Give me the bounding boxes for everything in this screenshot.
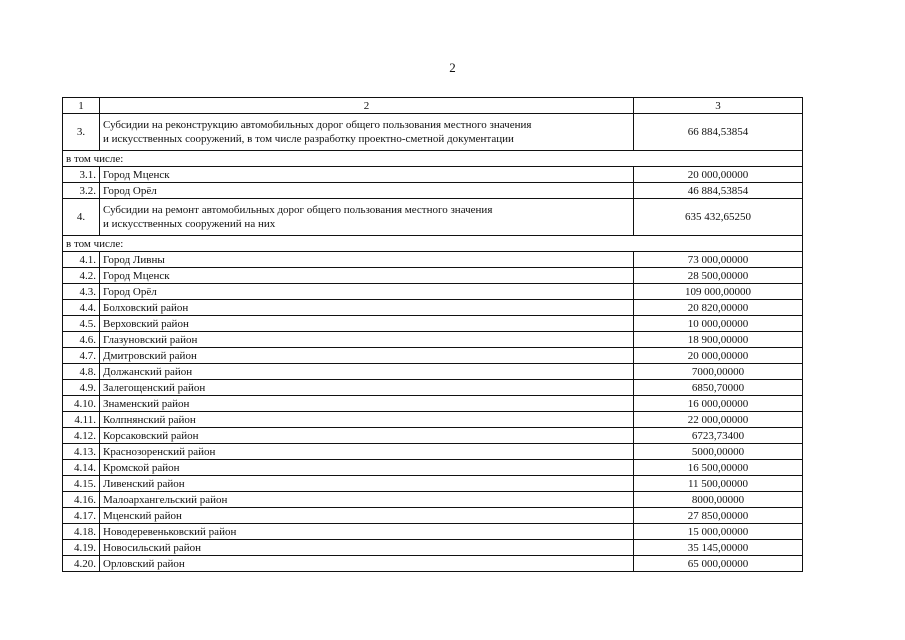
row-amount: 27 850,00000 bbox=[634, 508, 803, 524]
table-row bbox=[63, 183, 803, 199]
row-number: 4.12. bbox=[63, 428, 100, 444]
subsidy-name-line-2: и искусственных сооружений, в том числе разработку проектно-сметной документации bbox=[103, 133, 514, 145]
table-row bbox=[63, 524, 803, 540]
table-row bbox=[63, 316, 803, 332]
page-number: 2 bbox=[449, 60, 456, 75]
municipality-name: Мценский район bbox=[100, 508, 634, 524]
row-amount: 22 000,00000 bbox=[634, 412, 803, 428]
subsidy-amount: 66 884,53854 bbox=[634, 114, 803, 151]
table-body bbox=[63, 98, 803, 572]
municipality-name: Ливенский район bbox=[100, 476, 634, 492]
table-row bbox=[63, 540, 803, 556]
row-number: 4.10. bbox=[63, 396, 100, 412]
table-row bbox=[63, 332, 803, 348]
subsidy-name bbox=[100, 114, 634, 151]
municipality-name: Залегощенский район bbox=[100, 380, 634, 396]
table-row bbox=[63, 167, 803, 183]
row-amount: 6850,70000 bbox=[634, 380, 803, 396]
row-amount: 11 500,00000 bbox=[634, 476, 803, 492]
municipality-name: Новодеревеньковский район bbox=[100, 524, 634, 540]
subsidy-name bbox=[100, 199, 634, 236]
municipality-name: Город Мценск bbox=[100, 167, 634, 183]
row-amount: 7000,00000 bbox=[634, 364, 803, 380]
municipality-name: Глазуновский район bbox=[100, 332, 634, 348]
table-row bbox=[63, 396, 803, 412]
row-number: 4.8. bbox=[63, 364, 100, 380]
municipality-name: Дмитровский район bbox=[100, 348, 634, 364]
row-number: 4.2. bbox=[63, 268, 100, 284]
row-amount: 46 884,53854 bbox=[634, 183, 803, 199]
section-label: в том числе: bbox=[63, 236, 803, 252]
municipality-name: Орловский район bbox=[100, 556, 634, 572]
row-number: 4.11. bbox=[63, 412, 100, 428]
municipality-name: Корсаковский район bbox=[100, 428, 634, 444]
municipality-name: Город Орёл bbox=[100, 284, 634, 300]
row-number: 4.1. bbox=[63, 252, 100, 268]
header-row bbox=[63, 98, 803, 114]
subsidy-name-line-1: Субсидии на реконструкцию автомобильных дорог общего пользования местного значения bbox=[103, 119, 532, 131]
row-amount: 6723,73400 bbox=[634, 428, 803, 444]
row-number: 3. bbox=[63, 114, 100, 151]
subsidy-name-line-2: и искусственных сооружений на них bbox=[103, 218, 276, 230]
row-amount: 20 000,00000 bbox=[634, 167, 803, 183]
municipality-name: Кромской район bbox=[100, 460, 634, 476]
row-amount: 15 000,00000 bbox=[634, 524, 803, 540]
row-number: 4.17. bbox=[63, 508, 100, 524]
table-row bbox=[63, 428, 803, 444]
subsidy-row bbox=[63, 199, 803, 236]
row-number: 4.20. bbox=[63, 556, 100, 572]
municipality-name: Город Мценск bbox=[100, 268, 634, 284]
row-amount: 16 000,00000 bbox=[634, 396, 803, 412]
row-amount: 109 000,00000 bbox=[634, 284, 803, 300]
header-col-1: 1 bbox=[63, 98, 100, 114]
subsidy-name-line-1: Субсидии на ремонт автомобильных дорог общего пользования местного значения bbox=[103, 204, 493, 216]
section-row bbox=[63, 151, 803, 167]
row-amount: 16 500,00000 bbox=[634, 460, 803, 476]
table-row bbox=[63, 444, 803, 460]
table-row bbox=[63, 348, 803, 364]
table-row bbox=[63, 268, 803, 284]
table-row bbox=[63, 492, 803, 508]
header-col-2: 2 bbox=[100, 98, 634, 114]
row-number: 4.4. bbox=[63, 300, 100, 316]
table-row bbox=[63, 556, 803, 572]
municipality-name: Город Орёл bbox=[100, 183, 634, 199]
row-number: 3.2. bbox=[63, 183, 100, 199]
row-amount: 35 145,00000 bbox=[634, 540, 803, 556]
header-col-3: 3 bbox=[634, 98, 803, 114]
row-number: 4.7. bbox=[63, 348, 100, 364]
row-amount: 10 000,00000 bbox=[634, 316, 803, 332]
row-number: 4.14. bbox=[63, 460, 100, 476]
municipality-name: Новосильский район bbox=[100, 540, 634, 556]
table-row bbox=[63, 476, 803, 492]
section-label: в том числе: bbox=[63, 151, 803, 167]
row-number: 4.13. bbox=[63, 444, 100, 460]
row-number: 4.16. bbox=[63, 492, 100, 508]
table-row bbox=[63, 284, 803, 300]
subsidy-table bbox=[62, 97, 803, 572]
row-amount: 20 000,00000 bbox=[634, 348, 803, 364]
row-amount: 73 000,00000 bbox=[634, 252, 803, 268]
table-row bbox=[63, 300, 803, 316]
row-number: 4.5. bbox=[63, 316, 100, 332]
row-number: 4.3. bbox=[63, 284, 100, 300]
subsidy-row bbox=[63, 114, 803, 151]
row-amount: 5000,00000 bbox=[634, 444, 803, 460]
section-row bbox=[63, 236, 803, 252]
municipality-name: Колпнянский район bbox=[100, 412, 634, 428]
municipality-name: Знаменский район bbox=[100, 396, 634, 412]
table-row bbox=[63, 380, 803, 396]
row-number: 4.6. bbox=[63, 332, 100, 348]
row-number: 4. bbox=[63, 199, 100, 236]
table-row bbox=[63, 364, 803, 380]
municipality-name: Должанский район bbox=[100, 364, 634, 380]
table-row bbox=[63, 412, 803, 428]
row-number: 4.9. bbox=[63, 380, 100, 396]
table-row bbox=[63, 508, 803, 524]
municipality-name: Верховский район bbox=[100, 316, 634, 332]
table-row bbox=[63, 252, 803, 268]
row-amount: 28 500,00000 bbox=[634, 268, 803, 284]
subsidy-amount: 635 432,65250 bbox=[634, 199, 803, 236]
row-amount: 8000,00000 bbox=[634, 492, 803, 508]
municipality-name: Болховский район bbox=[100, 300, 634, 316]
row-number: 3.1. bbox=[63, 167, 100, 183]
row-number: 4.19. bbox=[63, 540, 100, 556]
municipality-name: Малоархангельский район bbox=[100, 492, 634, 508]
row-amount: 18 900,00000 bbox=[634, 332, 803, 348]
table-row bbox=[63, 460, 803, 476]
row-amount: 65 000,00000 bbox=[634, 556, 803, 572]
municipality-name: Город Ливны bbox=[100, 252, 634, 268]
row-number: 4.18. bbox=[63, 524, 100, 540]
row-amount: 20 820,00000 bbox=[634, 300, 803, 316]
municipality-name: Краснозоренский район bbox=[100, 444, 634, 460]
row-number: 4.15. bbox=[63, 476, 100, 492]
